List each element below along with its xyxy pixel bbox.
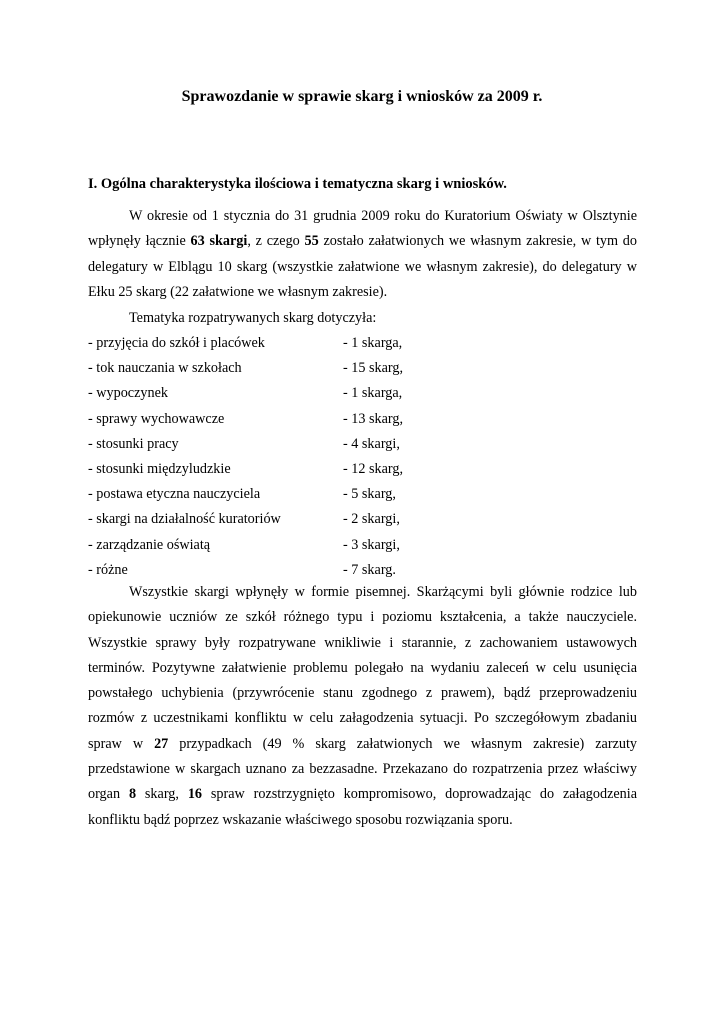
document-title: Sprawozdanie w sprawie skarg i wniosków za 2009 r. — [181, 88, 543, 105]
topic-item — [88, 432, 648, 457]
topic-item — [88, 533, 648, 558]
topic-count: - 15 skarg, — [343, 360, 404, 377]
topic-count: - 3 skargi, — [343, 536, 400, 553]
summary-text-4: spraw rozstrzygnięto kompromisowo, doprowadzając do załagodzenia konfliktu bądź poprzez wskazanie właściwego sposobu rozwiązania sporu. — [88, 786, 638, 828]
summary-text-3: skarg, — [136, 786, 188, 803]
topic-count: - 1 skarga, — [343, 335, 403, 351]
topic-item — [88, 457, 648, 482]
overview-text-1: W okresie od 1 stycznia do 31 grudnia 2009 roku do Kuratorium Oświaty w Olsztynie wpłynęły łącznie — [88, 208, 637, 250]
topics-intro: Tematyka rozpatrywanych skarg dotyczyła: — [129, 310, 377, 326]
paragraph-overview — [88, 204, 637, 305]
topic-name: - zarządzanie oświatą — [88, 536, 211, 553]
topic-count: - 12 skarg, — [343, 460, 404, 477]
topic-item — [88, 331, 648, 356]
topic-name: - przyjęcia do szkół i placówek — [88, 335, 265, 351]
topic-item — [88, 407, 648, 432]
topic-count: - 5 skarg, — [343, 486, 396, 503]
topic-name: - stosunki pracy — [88, 435, 179, 452]
resolved-count: 55 — [304, 233, 319, 250]
topic-item — [88, 356, 648, 381]
topic-name: - postawa etyczna nauczyciela — [88, 486, 261, 503]
topic-name: - skargi na działalność kuratoriów — [88, 511, 281, 528]
topic-name: - sprawy wychowawcze — [88, 410, 225, 427]
topic-count: - 13 skarg, — [343, 410, 404, 427]
compromise-count: 16 — [187, 786, 202, 803]
summary-text-2: przypadkach (49 % skarg załatwionych we własnym zakresie) zarzuty przedstawione w skargach uznano za bezzasadne. Przekazano do rozpatrzenia przez właściwy organ — [88, 735, 637, 803]
unfounded-count: 27 — [154, 735, 169, 752]
topic-count: - 7 skarg. — [343, 561, 396, 578]
topic-list — [88, 331, 648, 583]
topic-item — [88, 507, 648, 532]
overview-text-3: zostało załatwionych we własnym zakresie, w tym do delegatury w Elblągu 10 skarg (wszystkie załatwione we własnym zakresie), do delegatury w Ełku 25 skarg (22 załatwione we własnym zakresie). — [88, 233, 637, 300]
paragraph-summary — [88, 580, 637, 833]
topic-name: - tok nauczania w szkołach — [88, 360, 242, 377]
topic-item — [88, 381, 648, 406]
topic-count: - 1 skarga, — [343, 385, 403, 402]
topic-name: - różne — [88, 561, 128, 578]
topic-name: - wypoczynek — [88, 385, 168, 402]
section-heading: I. Ogólna charakterystyka ilościowa i tematyczna skarg i wniosków. — [88, 176, 507, 192]
topic-count: - 2 skargi, — [343, 511, 400, 528]
total-complaints: 63 skargi — [190, 233, 248, 250]
overview-text-2: , z czego — [247, 233, 305, 250]
topic-count: - 4 skargi, — [343, 435, 400, 452]
topic-item — [88, 482, 648, 507]
summary-text-1: Wszystkie skargi wpłynęły w formie pisemnej. Skarżącymi byli głównie rodzice lub opiekunowie uczniów ze szkół różnego typu i poziomu kształcenia, a także nauczyciele. Wszystkie sprawy były rozpatrywane wnikliwie i starannie, z zachowaniem ustawowych terminów. Pozytywne załatwienie problemu polegało na wydaniu zaleceń w celu usunięcia powstałego uchybienia (przywrócenie stanu zgodnego z prawem), bądź przeprowadzeniu rozmów z uczestnikami konfliktu w celu załagodzenia sytuacji. Po szczegółowym zbadaniu spraw w — [88, 584, 637, 752]
topic-name: - stosunki międzyludzkie — [88, 460, 231, 477]
forwarded-count: 8 — [128, 786, 137, 803]
